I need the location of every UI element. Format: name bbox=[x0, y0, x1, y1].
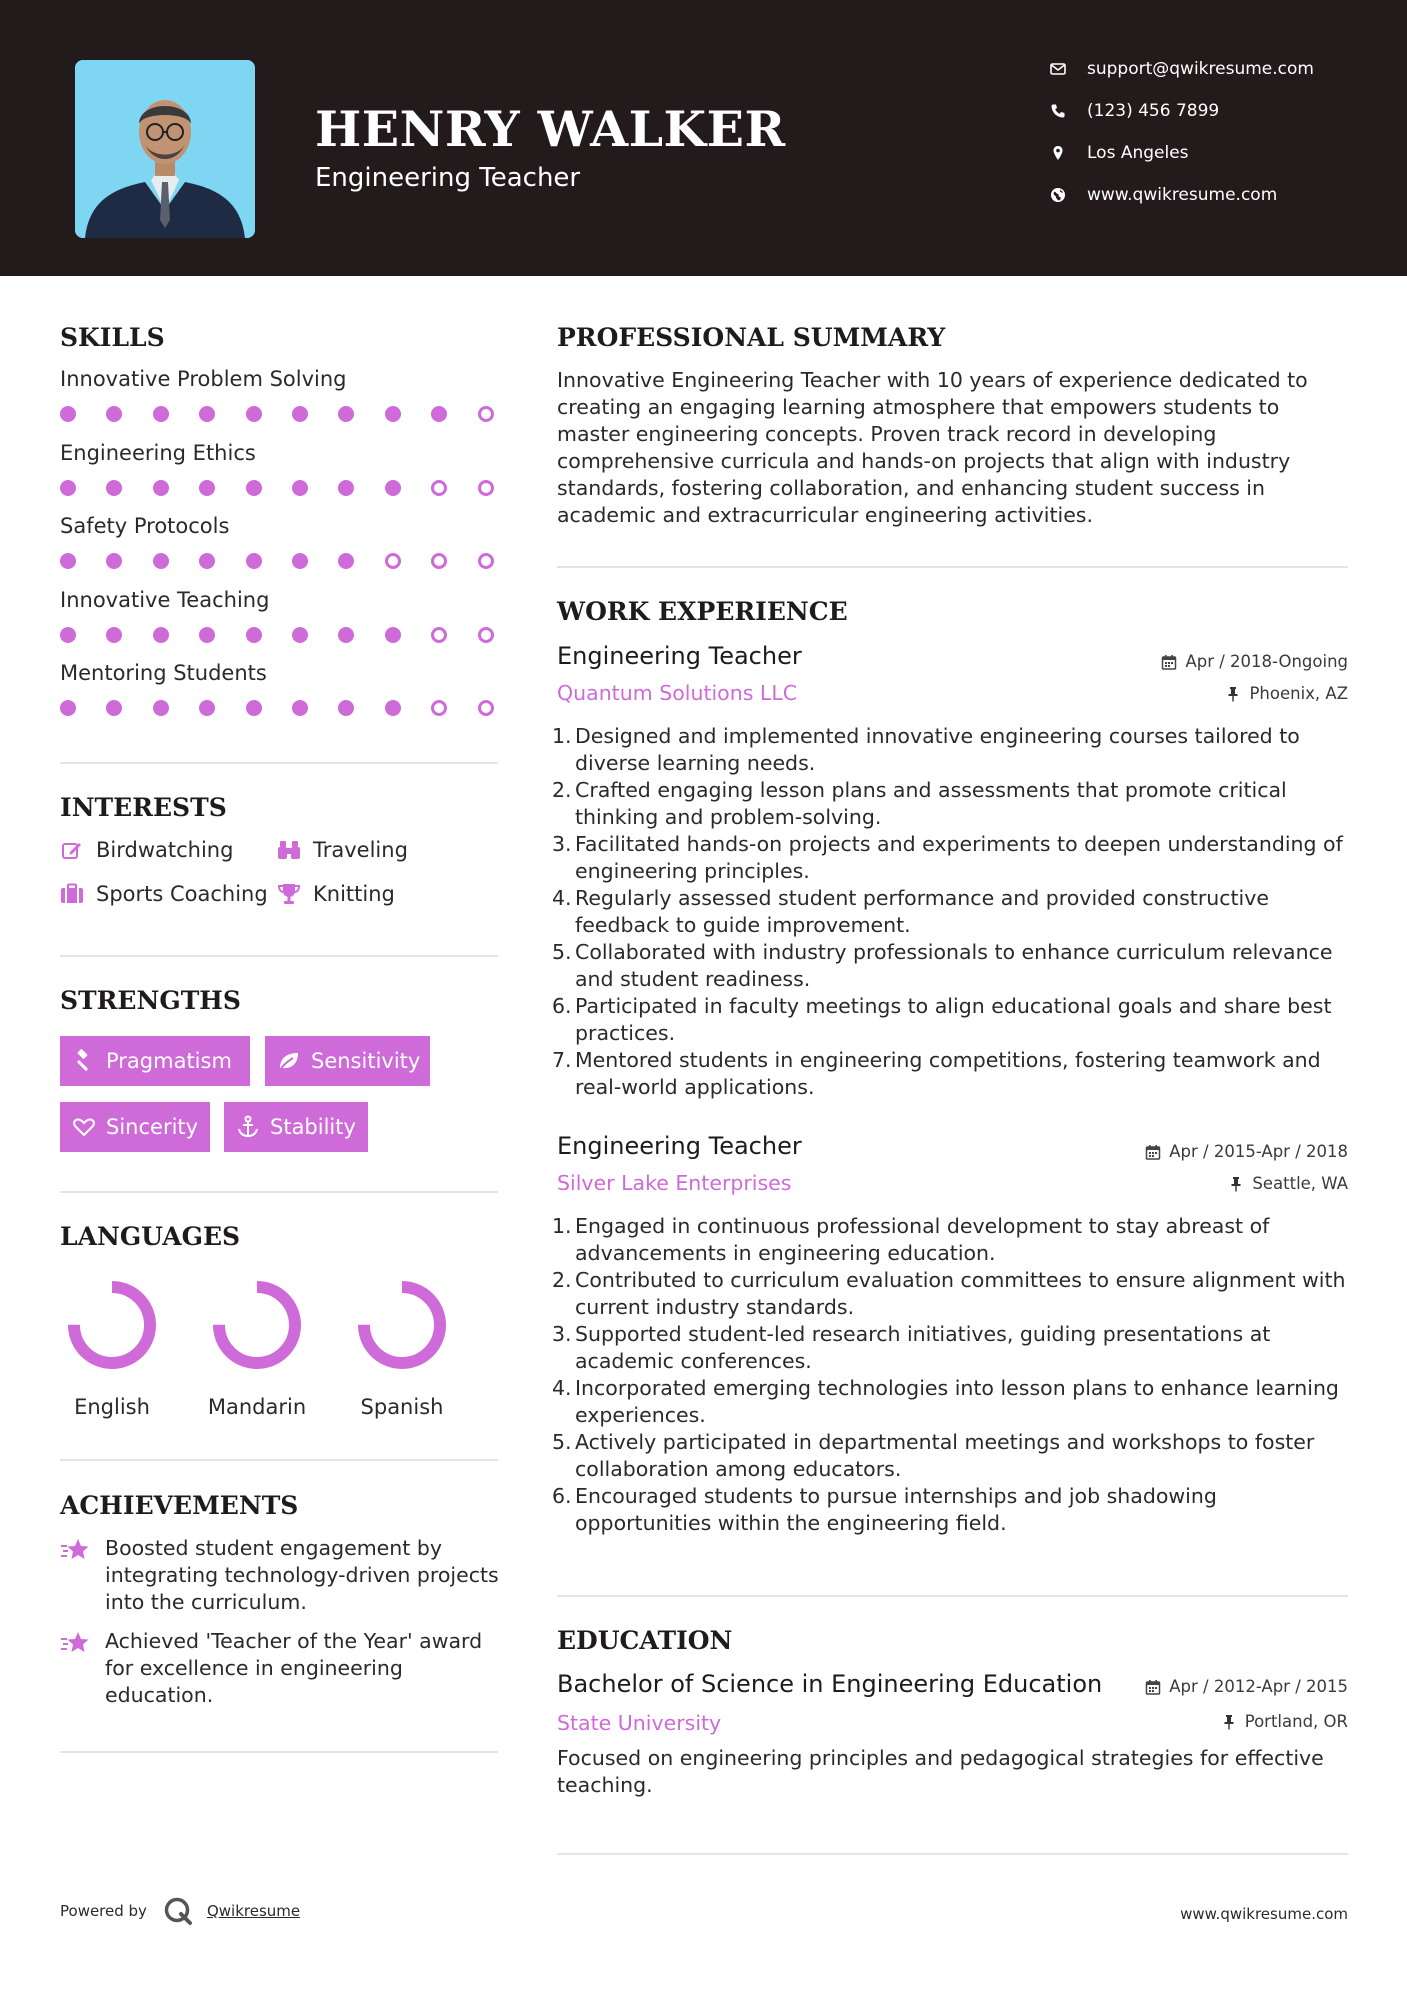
skill-rating bbox=[60, 478, 500, 498]
achievement-text: Boosted student engagement by integrating technology-driven projects into the curriculum. bbox=[105, 1536, 499, 1614]
calendar-icon bbox=[1145, 1144, 1161, 1160]
job-title: Engineering Teacher bbox=[557, 642, 802, 670]
responsibility-item bbox=[552, 885, 1357, 939]
rating-dot-empty bbox=[385, 553, 401, 569]
rating-dot-empty bbox=[478, 553, 494, 569]
gavel-icon bbox=[72, 1049, 96, 1073]
profile-photo bbox=[75, 60, 255, 238]
responsibility-text: Crafted engaging lesson plans and assessments that promote critical thinking and problem-solving. bbox=[575, 778, 1287, 829]
strength-tag bbox=[265, 1036, 430, 1086]
job-responsibilities bbox=[552, 723, 1357, 1101]
rating-dot-filled bbox=[246, 406, 262, 422]
bullet-number: 5. bbox=[552, 1430, 572, 1454]
rating-dot-filled bbox=[106, 480, 122, 496]
responsibility-text: Regularly assessed student performance and provided constructive feedback to guide improvement. bbox=[575, 886, 1269, 937]
rating-dot-filled bbox=[338, 480, 354, 496]
rating-dot-empty bbox=[478, 480, 494, 496]
suitcase-icon bbox=[60, 882, 84, 906]
contact-location bbox=[1050, 140, 1189, 166]
strength-tag bbox=[60, 1036, 250, 1086]
pencil-icon bbox=[60, 838, 84, 862]
rating-dot-filled bbox=[246, 700, 262, 716]
responsibility-item bbox=[552, 939, 1357, 993]
language-name: Mandarin bbox=[207, 1395, 307, 1419]
responsibility-text: Collaborated with industry professionals to enhance curriculum relevance and student readiness. bbox=[575, 940, 1333, 991]
bullet-number: 2. bbox=[552, 778, 572, 802]
contact-phone[interactable] bbox=[1050, 98, 1219, 124]
rating-dot-filled bbox=[385, 700, 401, 716]
section-divider bbox=[557, 1853, 1348, 1855]
rating-dot-filled bbox=[106, 553, 122, 569]
education-location bbox=[1221, 1712, 1348, 1731]
section-divider bbox=[60, 955, 498, 957]
education-dates-text: Apr / 2012-Apr / 2015 bbox=[1169, 1677, 1348, 1696]
leaf-icon bbox=[277, 1049, 301, 1073]
proficiency-arc bbox=[74, 1287, 150, 1363]
bullet-number: 4. bbox=[552, 1376, 572, 1400]
rating-dot-empty bbox=[478, 627, 494, 643]
envelope-icon bbox=[1050, 61, 1066, 77]
bullet-number: 3. bbox=[552, 1322, 572, 1346]
company-name: Silver Lake Enterprises bbox=[557, 1171, 792, 1195]
rating-dot-filled bbox=[60, 700, 76, 716]
bullet-number: 6. bbox=[552, 994, 572, 1018]
rating-dot-filled bbox=[246, 627, 262, 643]
rating-dot-filled bbox=[153, 553, 169, 569]
bullet-number: 1. bbox=[552, 724, 572, 748]
languages-heading: LANGUAGES bbox=[60, 1222, 241, 1251]
interest-label: Sports Coaching bbox=[96, 882, 268, 906]
bullet-number: 1. bbox=[552, 1214, 572, 1238]
education-dates bbox=[1145, 1677, 1348, 1696]
summary-text: Innovative Engineering Teacher with 10 years of experience dedicated to creating an engaging learning atmosphere that empowers students to master engineering concepts. Proven track record in developing comprehensive curricula and hands-on projects that align with industry standards, fostering collaboration, and enhancing student success in academic and extracurricular engineering activities. bbox=[557, 368, 1308, 527]
contact-website-text: www.qwikresume.com bbox=[1087, 185, 1278, 205]
bullet-number: 4. bbox=[552, 886, 572, 910]
rating-dot-filled bbox=[292, 700, 308, 716]
strength-label: Pragmatism bbox=[106, 1049, 232, 1073]
calendar-icon bbox=[1145, 1679, 1161, 1695]
rating-dot-empty bbox=[431, 627, 447, 643]
rating-dot-filled bbox=[199, 700, 215, 716]
section-divider bbox=[60, 1459, 498, 1461]
rating-dot-filled bbox=[431, 406, 447, 422]
rating-dot-filled bbox=[153, 627, 169, 643]
skills-heading: SKILLS bbox=[60, 323, 165, 352]
rating-dot-filled bbox=[338, 700, 354, 716]
rating-dot-filled bbox=[199, 553, 215, 569]
rating-dot-filled bbox=[199, 480, 215, 496]
strengths-heading: STRENGTHS bbox=[60, 986, 241, 1015]
footer-url[interactable]: www.qwikresume.com bbox=[1180, 1905, 1348, 1923]
education-description: Focused on engineering principles and pedagogical strategies for effective teaching. bbox=[557, 1746, 1324, 1797]
skill-rating bbox=[60, 404, 500, 424]
job-dates-text: Apr / 2015-Apr / 2018 bbox=[1169, 1142, 1348, 1161]
responsibility-item bbox=[552, 777, 1357, 831]
interest-item bbox=[60, 882, 268, 906]
rating-dot-filled bbox=[60, 480, 76, 496]
rating-dot-filled bbox=[338, 627, 354, 643]
job-dates bbox=[1145, 1142, 1348, 1161]
language-name: Spanish bbox=[360, 1395, 444, 1419]
candidate-title: Engineering Teacher bbox=[315, 163, 581, 193]
rating-dot-filled bbox=[385, 627, 401, 643]
interest-item bbox=[277, 838, 408, 862]
rating-dot-empty bbox=[431, 480, 447, 496]
job-title: Engineering Teacher bbox=[557, 1132, 802, 1160]
section-divider bbox=[60, 1751, 498, 1753]
brand-link[interactable]: Qwikresume bbox=[206, 1902, 301, 1920]
contact-email-text: support@qwikresume.com bbox=[1087, 59, 1314, 79]
achievement-text: Achieved 'Teacher of the Year' award for excellence in engineering education. bbox=[105, 1629, 483, 1707]
achievements-heading: ACHIEVEMENTS bbox=[60, 1491, 299, 1520]
responsibility-item bbox=[552, 1321, 1357, 1375]
calendar-icon bbox=[1161, 654, 1177, 670]
rating-dot-filled bbox=[199, 406, 215, 422]
rating-dot-filled bbox=[385, 480, 401, 496]
rating-dot-empty bbox=[431, 700, 447, 716]
responsibility-item bbox=[552, 1483, 1357, 1537]
globe-icon bbox=[1050, 187, 1066, 203]
rating-dot-filled bbox=[292, 480, 308, 496]
interest-label: Traveling bbox=[313, 838, 408, 862]
rating-dot-filled bbox=[246, 480, 262, 496]
bullet-number: 2. bbox=[552, 1268, 572, 1292]
job-dates bbox=[1161, 652, 1348, 671]
responsibility-text: Contributed to curriculum evaluation committees to ensure alignment with current industry standards. bbox=[575, 1268, 1346, 1319]
responsibility-item bbox=[552, 723, 1357, 777]
section-divider bbox=[60, 762, 498, 764]
map-pin-icon bbox=[1050, 145, 1066, 161]
rating-dot-filled bbox=[60, 553, 76, 569]
proficiency-arc bbox=[364, 1287, 440, 1363]
strength-label: Sincerity bbox=[106, 1115, 199, 1139]
binoculars-icon bbox=[277, 838, 301, 862]
bullet-number: 5. bbox=[552, 940, 572, 964]
company-name: Quantum Solutions LLC bbox=[557, 681, 798, 705]
rating-dot-filled bbox=[338, 553, 354, 569]
interest-label: Knitting bbox=[313, 882, 395, 906]
heart-icon bbox=[72, 1115, 96, 1139]
qwikresume-logo-icon bbox=[163, 1896, 193, 1926]
summary-heading: PROFESSIONAL SUMMARY bbox=[557, 323, 946, 352]
star-award-icon bbox=[60, 1628, 90, 1658]
responsibility-text: Mentored students in engineering competitions, fostering teamwork and real-world applications. bbox=[575, 1048, 1321, 1099]
footer-branding bbox=[60, 1896, 300, 1926]
candidate-name: HENRY WALKER bbox=[315, 100, 786, 158]
proficiency-arc bbox=[219, 1287, 295, 1363]
responsibility-text: Designed and implemented innovative engineering courses tailored to diverse learning needs. bbox=[575, 724, 1300, 775]
contact-website[interactable] bbox=[1050, 182, 1277, 208]
skill-rating bbox=[60, 551, 500, 571]
contact-location-text: Los Angeles bbox=[1087, 143, 1189, 163]
anchor-icon bbox=[236, 1115, 260, 1139]
section-divider bbox=[557, 566, 1348, 568]
responsibility-text: Engaged in continuous professional development to stay abreast of advancements in engineering education. bbox=[575, 1214, 1270, 1265]
responsibility-item bbox=[552, 831, 1357, 885]
responsibility-item bbox=[552, 993, 1357, 1047]
contact-phone-text: (123) 456 7899 bbox=[1087, 101, 1220, 121]
contact-email[interactable] bbox=[1050, 56, 1314, 82]
responsibility-item bbox=[552, 1267, 1357, 1321]
strength-label: Sensitivity bbox=[311, 1049, 421, 1073]
rating-dot-filled bbox=[199, 627, 215, 643]
rating-dot-filled bbox=[385, 406, 401, 422]
responsibility-text: Supported student-led research initiatives, guiding presentations at academic conferences. bbox=[575, 1322, 1271, 1373]
responsibility-text: Encouraged students to pursue internships and job shadowing opportunities within the engineering field. bbox=[575, 1484, 1217, 1535]
pushpin-icon bbox=[1225, 686, 1241, 702]
rating-dot-filled bbox=[292, 406, 308, 422]
strength-tag bbox=[60, 1102, 210, 1152]
rating-dot-empty bbox=[478, 406, 494, 422]
skill-name: Mentoring Students bbox=[60, 661, 267, 685]
job-responsibilities bbox=[552, 1213, 1357, 1537]
rating-dot-filled bbox=[246, 553, 262, 569]
rating-dot-filled bbox=[106, 700, 122, 716]
responsibility-text: Incorporated emerging technologies into lesson plans to enhance learning experiences. bbox=[575, 1376, 1339, 1427]
responsibility-item bbox=[552, 1213, 1357, 1267]
responsibility-item bbox=[552, 1429, 1357, 1483]
responsibility-item bbox=[552, 1047, 1357, 1101]
responsibility-text: Facilitated hands-on projects and experiments to deepen understanding of engineering principles. bbox=[575, 832, 1343, 883]
resume-header bbox=[0, 0, 1407, 276]
skill-name: Engineering Ethics bbox=[60, 441, 256, 465]
job-location bbox=[1228, 1174, 1348, 1193]
job-location-text: Seattle, WA bbox=[1252, 1174, 1348, 1193]
pushpin-icon bbox=[1228, 1176, 1244, 1192]
responsibility-text: Actively participated in departmental meetings and workshops to foster collaboration among educators. bbox=[575, 1430, 1315, 1481]
rating-dot-filled bbox=[106, 406, 122, 422]
skill-name: Innovative Problem Solving bbox=[60, 367, 347, 391]
language-item bbox=[187, 1275, 327, 1419]
skill-rating bbox=[60, 698, 500, 718]
phone-icon bbox=[1050, 103, 1066, 119]
job-location bbox=[1225, 684, 1348, 703]
section-divider bbox=[557, 1595, 1348, 1597]
rating-dot-filled bbox=[60, 627, 76, 643]
bullet-number: 3. bbox=[552, 832, 572, 856]
job-dates-text: Apr / 2018-Ongoing bbox=[1185, 652, 1348, 671]
pushpin-icon bbox=[1221, 1714, 1237, 1730]
education-heading: EDUCATION bbox=[557, 1626, 733, 1655]
rating-dot-filled bbox=[292, 553, 308, 569]
job-location-text: Phoenix, AZ bbox=[1249, 684, 1348, 703]
achievement-item bbox=[60, 1628, 500, 1709]
rating-dot-filled bbox=[153, 700, 169, 716]
responsibility-item bbox=[552, 1375, 1357, 1429]
strength-tag bbox=[224, 1102, 368, 1152]
rating-dot-filled bbox=[153, 406, 169, 422]
rating-dot-empty bbox=[431, 553, 447, 569]
language-name: English bbox=[74, 1395, 150, 1419]
responsibility-text: Participated in faculty meetings to align educational goals and share best practices. bbox=[575, 994, 1332, 1045]
language-item bbox=[42, 1275, 182, 1419]
rating-dot-empty bbox=[478, 700, 494, 716]
interest-item bbox=[60, 838, 233, 862]
language-item bbox=[332, 1275, 472, 1419]
skill-name: Innovative Teaching bbox=[60, 588, 270, 612]
powered-by-text: Powered by bbox=[60, 1902, 147, 1920]
interest-label: Birdwatching bbox=[96, 838, 234, 862]
section-divider bbox=[60, 1191, 498, 1193]
rating-dot-filled bbox=[106, 627, 122, 643]
interest-item bbox=[277, 882, 395, 906]
trophy-icon bbox=[277, 882, 301, 906]
rating-dot-filled bbox=[292, 627, 308, 643]
rating-dot-filled bbox=[60, 406, 76, 422]
education-location-text: Portland, OR bbox=[1244, 1712, 1348, 1731]
rating-dot-filled bbox=[338, 406, 354, 422]
rating-dot-filled bbox=[153, 480, 169, 496]
language-proficiency-ring bbox=[62, 1275, 162, 1375]
star-award-icon bbox=[60, 1535, 90, 1565]
bullet-number: 6. bbox=[552, 1484, 572, 1508]
skill-rating bbox=[60, 625, 500, 645]
degree-title: Bachelor of Science in Engineering Education bbox=[557, 1670, 1103, 1698]
skill-name: Safety Protocols bbox=[60, 514, 230, 538]
school-name: State University bbox=[557, 1711, 722, 1735]
language-proficiency-ring bbox=[207, 1275, 307, 1375]
bullet-number: 7. bbox=[552, 1048, 572, 1072]
achievement-item bbox=[60, 1535, 500, 1616]
strength-label: Stability bbox=[270, 1115, 356, 1139]
experience-heading: WORK EXPERIENCE bbox=[557, 597, 848, 626]
interests-heading: INTERESTS bbox=[60, 793, 227, 822]
language-proficiency-ring bbox=[352, 1275, 452, 1375]
